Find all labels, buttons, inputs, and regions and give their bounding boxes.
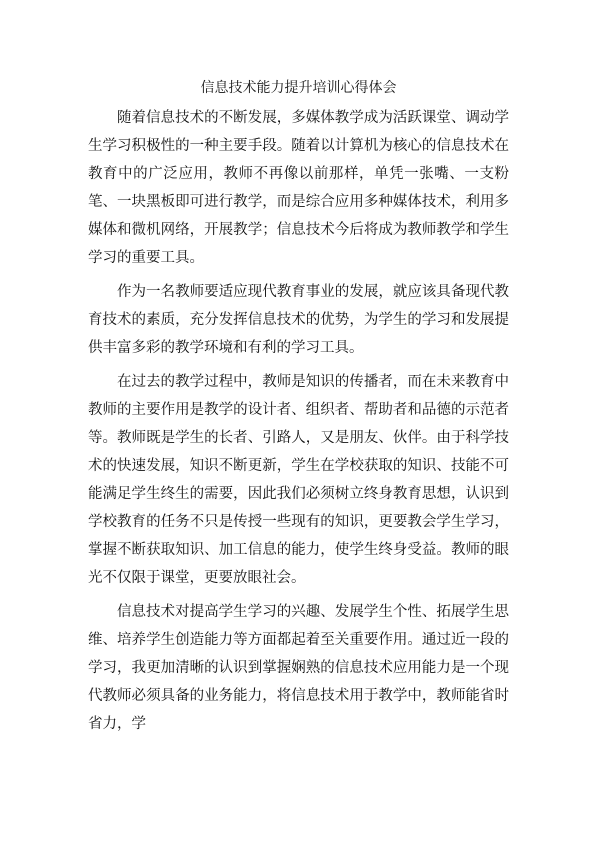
paragraph-4: 信息技术对提高学生学习的兴趣、发展学生个性、拓展学生思维、培养学生创造能力等方面都起着至关重要作用。通过近一段的学习，我更加清晰的认识到掌握娴熟的信息技术应用能力是一个现代教师必须具备的业务能力，将信息技术用于教学中，教师能省时省力，学 [88, 604, 509, 732]
document-title: 信息技术能力提升培训心得体会 [200, 80, 397, 96]
paragraph-2: 作为一名教师要适应现代教育事业的发展，就应该具备现代教育技术的素质，充分发挥信息技术的优势，为学生的学习和发展提供丰富多彩的教学环境和有利的学习工具。 [88, 284, 509, 356]
paragraph-1: 随着信息技术的不断发展，多媒体教学成为活跃课堂、调动学生学习积极性的一种主要手段。随着以计算机为核心的信息技术在教育中的广泛应用，教师不再像以前那样，单凭一张嘴、一支粉笔、一块黑板即可进行教学，而是综合应用多种媒体技术，利用多媒体和微机网络，开展教学；信息技术今后将成为教师教学和学生学习的重要工具。 [88, 110, 509, 266]
paragraph-3: 在过去的教学过程中，教师是知识的传播者，而在未来教育中教师的主要作用是教学的设计者、组织者、帮助者和品德的示范者等。教师既是学生的长者、引路人，又是朋友、伙伴。由于科学技术的快速发展，知识不断更新，学生在学校获取的知识、技能不可能满足学生终生的需要，因此我们必须树立终身教育思想，认识到学校教育的任务不只是传授一些现有的知识，更要教会学生学习，掌握不断获取知识、加工信息的能力，使学生终身受益。教师的眼光不仅限于课堂，更要放眼社会。 [88, 374, 509, 586]
